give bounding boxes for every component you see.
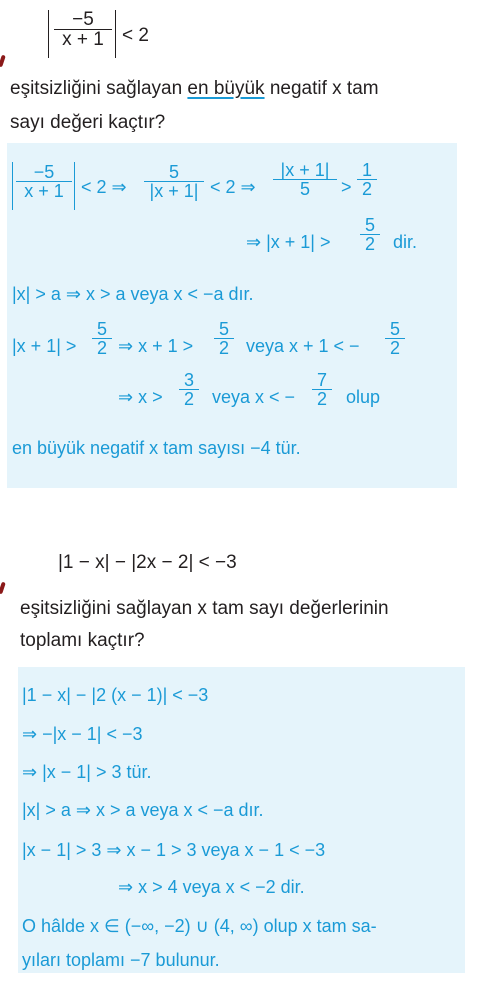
row1-fraction-2: [144, 163, 204, 200]
abs-bar: [74, 162, 75, 210]
margin-marker: [0, 55, 6, 68]
row5-part-a: ⇒ x >: [118, 387, 163, 407]
denominator: 5: [273, 179, 337, 198]
numerator: 3: [183, 370, 194, 390]
numerator: 7: [316, 370, 327, 390]
row1-operator-3: >: [341, 177, 352, 197]
p2-row-2: ⇒ −|x − 1| < −3: [22, 724, 143, 744]
p2-row-7: O hâlde x ∈ (−∞, −2) ∪ (4, ∞) olup x tam sa-: [22, 916, 377, 936]
numerator: 1: [361, 160, 372, 180]
header-rhs: < 2: [122, 25, 149, 46]
p2-row-1: |1 − x| − |2 (x − 1)| < −3: [22, 685, 209, 705]
row5-part-c: olup: [346, 387, 381, 407]
row1-fraction-4: [357, 161, 377, 198]
denominator: 2: [312, 389, 332, 408]
p2-row-4: |x| > a ⇒ x > a veya x < −a dır.: [22, 800, 264, 820]
row3-rule: |x| > a ⇒ x > a veya x < −a dır.: [12, 284, 254, 304]
numerator: |x + 1|: [280, 160, 330, 180]
numerator: 5: [389, 319, 400, 339]
numerator: 5: [96, 319, 107, 339]
header-fraction-denominator: x + 1: [54, 29, 112, 49]
row2-tail: dir.: [393, 232, 418, 252]
numerator: 5: [218, 319, 229, 339]
problem-1-question-line-1: [10, 78, 379, 100]
p2-row-8: yıları toplamı −7 bulunur.: [22, 950, 220, 970]
abs-bar-left: [48, 10, 49, 58]
denominator: 2: [357, 179, 377, 198]
abs-bar-right: [115, 10, 116, 58]
row4-part-c: veya x + 1 < −: [246, 336, 360, 356]
question-underlined-text: en büyük: [187, 78, 265, 99]
denominator: 2: [92, 338, 112, 357]
denominator: 2: [179, 389, 199, 408]
row4-part-b: ⇒ x + 1 >: [118, 336, 194, 356]
p2-row-5: |x − 1| > 3 ⇒ x − 1 > 3 veya x − 1 < −3: [22, 840, 326, 860]
problem-2-question-line-2: toplamı kaçtır?: [20, 630, 145, 651]
margin-marker: [0, 582, 6, 595]
row1-operator-1: < 2 ⇒: [81, 177, 127, 197]
row4-fraction-1: [92, 320, 112, 357]
problem-2-header: |1 − x| − |2x − 2| < −3: [58, 552, 237, 573]
header-fraction: [54, 10, 112, 49]
numerator: −5: [33, 162, 55, 182]
row1-fraction-3: [273, 161, 337, 198]
problem-2-question-line-1: eşitsizliğini sağlayan x tam sayı değerlerinin: [20, 598, 389, 619]
row1-operator-2: < 2 ⇒: [210, 177, 256, 197]
denominator: x + 1: [16, 181, 72, 200]
row5-fraction-2: [312, 371, 332, 408]
p2-row-3: ⇒ |x − 1| > 3 tür.: [22, 762, 152, 782]
row4-fraction-3: [385, 320, 405, 357]
row1-fraction-1: [16, 163, 72, 200]
denominator: |x + 1|: [144, 181, 204, 200]
problem-1-conclusion: en büyük negatif x tam sayısı −4 tür.: [12, 438, 301, 458]
row2-fraction: [360, 216, 380, 253]
question-text-end: negatif x tam: [264, 78, 379, 99]
numerator: 5: [168, 162, 179, 182]
denominator: 2: [360, 234, 380, 253]
abs-bar: [12, 162, 13, 210]
problem-1-question-line-2: sayı değeri kaçtır?: [10, 112, 166, 133]
row4-part-a: |x + 1| >: [12, 336, 77, 356]
row4-fraction-2: [214, 320, 234, 357]
denominator: 2: [214, 338, 234, 357]
numerator: 5: [364, 215, 375, 235]
header-fraction-numerator: −5: [72, 9, 94, 30]
denominator: 2: [385, 338, 405, 357]
row5-part-b: veya x < −: [212, 387, 296, 407]
row5-fraction-1: [179, 371, 199, 408]
p2-row-6: ⇒ x > 4 veya x < −2 dir.: [118, 877, 305, 897]
row2-lhs: ⇒ |x + 1| >: [246, 232, 331, 252]
question-text-start: eşitsizliğini sağlayan: [10, 78, 188, 99]
